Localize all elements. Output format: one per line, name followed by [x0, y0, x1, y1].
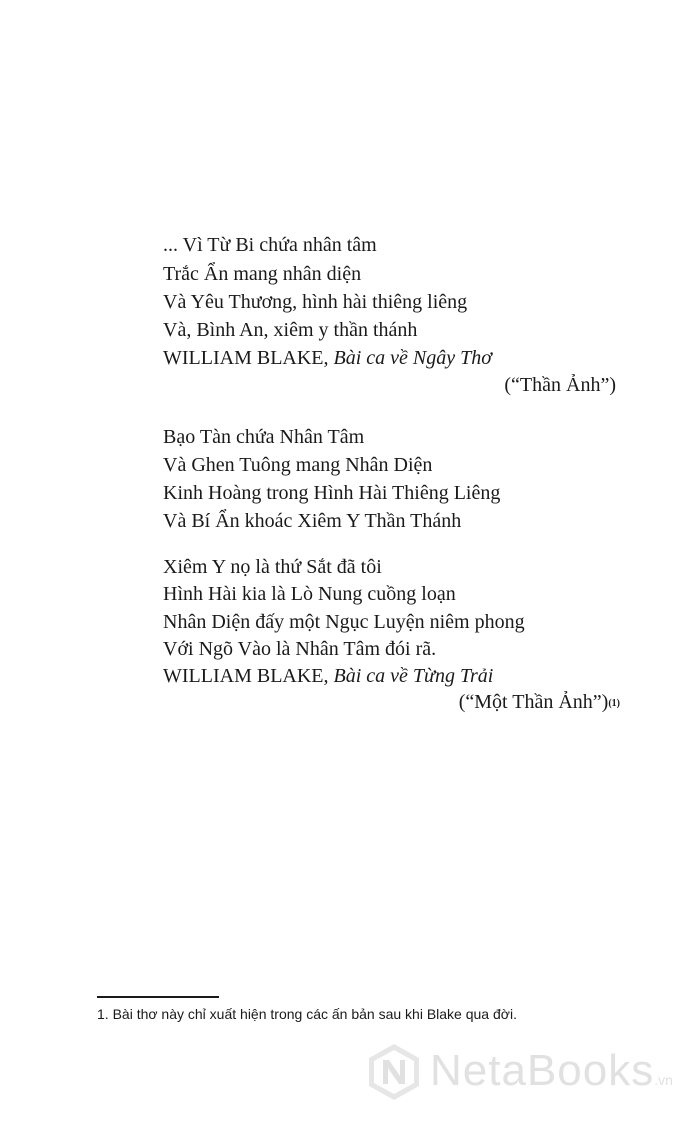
epigraph-1-poem-title: (“Thần Ảnh”) [504, 374, 616, 396]
epigraph-2-attribution [163, 664, 493, 688]
epigraph-1-line-4: Và, Bình An, xiêm y thần thánh [163, 319, 418, 341]
footnote-text: 1. Bài thơ này chỉ xuất hiện trong các ấn bản sau khi Blake qua đời. [97, 1006, 517, 1022]
watermark-suffix: .vn [654, 1072, 673, 1088]
epigraph-2-stanza-2-line-4: Với Ngõ Vào là Nhân Tâm đói rã. [163, 638, 437, 660]
epigraph-1-work: Bài ca về Ngây Thơ [333, 347, 492, 369]
watermark-brand: NetaBooks [430, 1046, 655, 1095]
epigraph-1-line-1: ... Vì Từ Bi chứa nhân tâm [163, 234, 377, 256]
epigraph-2-stanza-1-line-3: Kinh Hoàng trong Hình Hài Thiêng Liêng [163, 482, 501, 504]
epigraph-1-attribution [163, 346, 492, 370]
epigraph-2-stanza-1-line-4: Và Bí Ẩn khoác Xiêm Y Thần Thánh [163, 510, 462, 532]
epigraph-2-poem-title-group [459, 690, 620, 714]
epigraph-1-line-2: Trắc Ẩn mang nhân diện [163, 263, 362, 285]
epigraph-1-line-3: Và Yêu Thương, hình hài thiêng liêng [163, 291, 468, 313]
epigraph-1-author: WILLIAM BLAKE, [163, 347, 329, 369]
epigraph-2-poem-title: (“Một Thần Ảnh”) [458, 691, 609, 713]
watermark-text [430, 1046, 673, 1105]
epigraph-2-stanza-1-line-2: Và Ghen Tuông mang Nhân Diện [163, 454, 433, 476]
footnote-marker: (1) [608, 698, 620, 709]
epigraph-2-stanza-2-line-2: Hình Hài kia là Lò Nung cuồng loạn [163, 583, 456, 605]
epigraph-2-stanza-2-line-1: Xiêm Y nọ là thứ Sắt đã tôi [163, 556, 382, 578]
netabooks-logo-icon [364, 1042, 424, 1102]
netabooks-watermark [364, 1032, 689, 1112]
epigraph-2-stanza-1-line-1: Bạo Tàn chứa Nhân Tâm [163, 426, 365, 448]
epigraph-2-author: WILLIAM BLAKE, [163, 665, 329, 687]
epigraph-2-work: Bài ca về Từng Trải [333, 665, 494, 687]
epigraph-2-stanza-2-line-3: Nhân Diện đấy một Ngục Luyện niêm phong [163, 611, 525, 633]
footnote-separator [97, 996, 219, 998]
